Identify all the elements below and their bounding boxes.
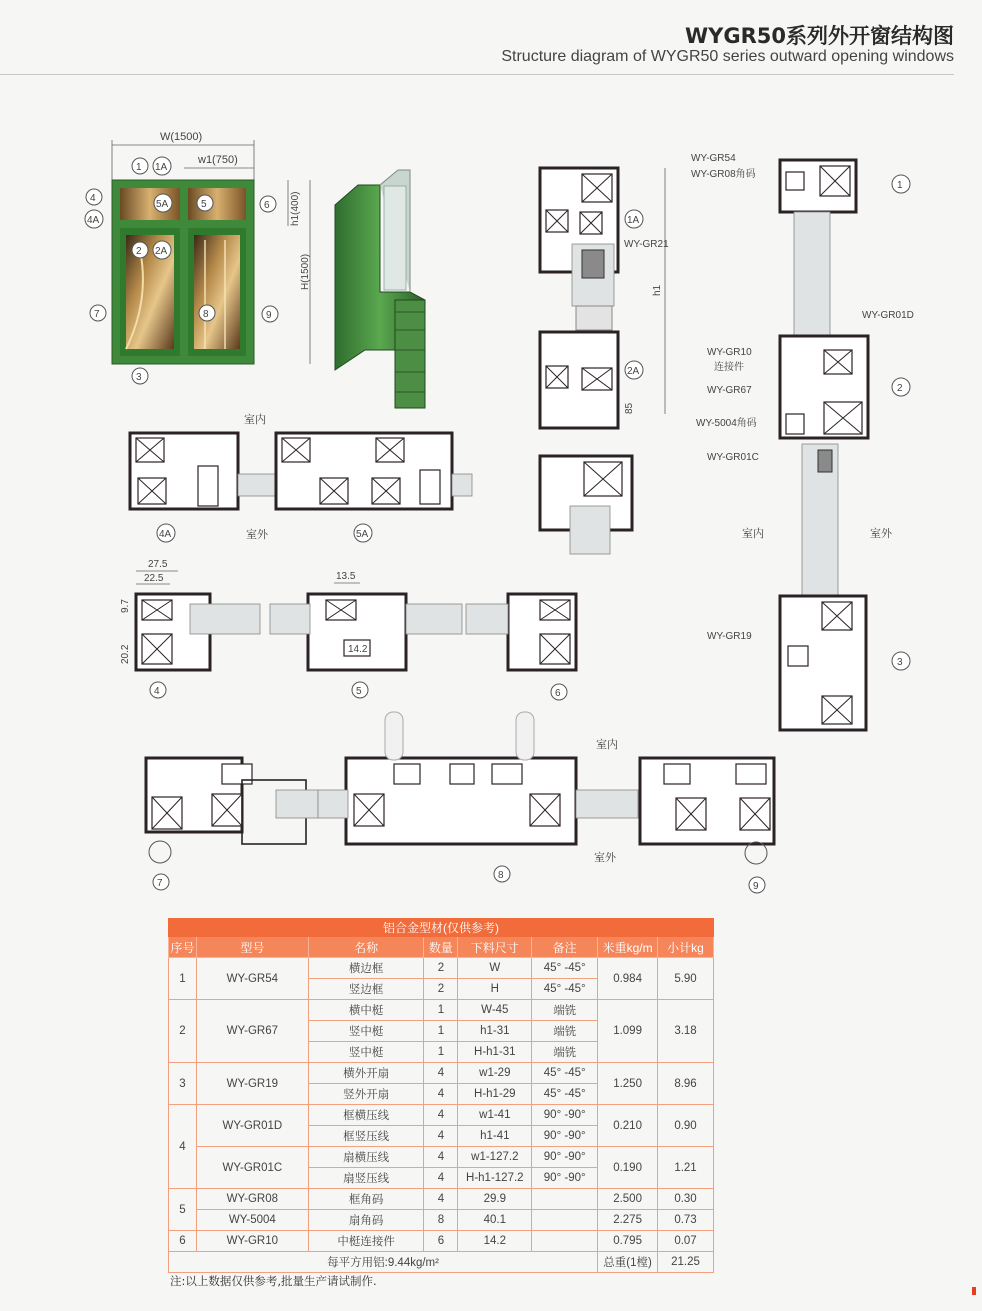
cell-size: H-h1-31 (458, 1042, 532, 1063)
cell-weight: 0.190 (598, 1147, 658, 1189)
height-dimension: H(1500) (300, 253, 311, 290)
svg-text:5A: 5A (156, 199, 169, 210)
vertical-h1-dimension: h1 (652, 284, 663, 296)
svg-text:4: 4 (90, 193, 96, 204)
cell-no: 2 (169, 1000, 197, 1063)
cell-model: WY-GR10 (196, 1231, 308, 1252)
section-7-8-9 (146, 712, 774, 893)
col-qty: 数量 (424, 937, 458, 958)
cell-name: 中梃连接件 (308, 1231, 424, 1252)
marker-2a: 2A (627, 366, 640, 377)
table-row (169, 1189, 714, 1210)
marker-5a: 5A (356, 529, 369, 540)
marker-4: 4 (154, 686, 160, 697)
marker-7: 7 (157, 878, 163, 889)
table-footer-usage: 每平方用铝:9.44kg/m² (169, 1252, 598, 1273)
cell-weight: 1.099 (598, 1000, 658, 1063)
spec-table (168, 918, 714, 1273)
col-note: 备注 (532, 937, 598, 958)
col-subtotal: 小计kg (658, 937, 714, 958)
page-subtitle: Structure diagram of WYGR50 series outward opening windows (501, 48, 954, 65)
cell-model: WY-GR01D (196, 1105, 308, 1147)
cell-note: 端铣 (532, 1000, 598, 1021)
cell-name: 竖中梃 (308, 1021, 424, 1042)
svg-text:9: 9 (266, 310, 272, 321)
cell-weight: 0.984 (598, 958, 658, 1000)
dim-9-7: 9.7 (120, 599, 131, 613)
cell-weight: 2.275 (598, 1210, 658, 1231)
svg-text:2A: 2A (155, 246, 168, 257)
cell-size: h1-41 (458, 1126, 532, 1147)
vertical-section-right (691, 153, 914, 730)
cell-name: 框角码 (308, 1189, 424, 1210)
cell-size: W (458, 958, 532, 979)
dim-13-5: 13.5 (336, 571, 356, 582)
table-body (169, 958, 714, 1252)
cell-note: 90° -90° (532, 1105, 598, 1126)
cell-size: w1-29 (458, 1063, 532, 1084)
cell-qty: 8 (424, 1210, 458, 1231)
label-wy-gr67: WY-GR67 (707, 385, 752, 396)
cell-name: 框竖压线 (308, 1126, 424, 1147)
cell-note: 45° -45° (532, 1063, 598, 1084)
label-wy-gr10: WY-GR10 (707, 347, 752, 358)
cell-model: WY-GR01C (196, 1147, 308, 1189)
svg-text:1A: 1A (155, 162, 168, 173)
svg-text:7: 7 (94, 309, 100, 320)
label-outdoor-4a5a: 室外 (246, 529, 268, 541)
marker-9: 9 (753, 881, 759, 892)
cell-name: 竖边框 (308, 979, 424, 1000)
cell-note (532, 1231, 598, 1252)
label-wy-gr21: WY-GR21 (624, 239, 669, 250)
cell-name: 扇竖压线 (308, 1168, 424, 1189)
w1-dimension: w1(750) (198, 154, 238, 166)
col-no: 序号 (169, 937, 197, 958)
cell-model: WY-GR08 (196, 1189, 308, 1210)
label-indoor-789: 室内 (596, 739, 618, 751)
label-indoor-right: 室内 (742, 528, 764, 540)
table-row (169, 1063, 714, 1084)
cell-weight: 0.795 (598, 1231, 658, 1252)
cell-size: 29.9 (458, 1189, 532, 1210)
cell-subtotal: 0.07 (658, 1231, 714, 1252)
section-4-5-6 (120, 559, 576, 700)
cell-subtotal: 0.30 (658, 1189, 714, 1210)
cell-no: 3 (169, 1063, 197, 1105)
cell-weight: 0.210 (598, 1105, 658, 1147)
cell-name: 横外开扇 (308, 1063, 424, 1084)
dimension-85: 85 (624, 402, 635, 414)
table-footer-total: 21.25 (658, 1252, 714, 1273)
cell-note: 45° -45° (532, 979, 598, 1000)
svg-text:1: 1 (136, 162, 142, 173)
cell-size: h1-31 (458, 1021, 532, 1042)
cell-name: 扇角码 (308, 1210, 424, 1231)
cell-qty: 4 (424, 1126, 458, 1147)
label-wy-5004: WY-5004角码 (696, 418, 757, 429)
corner-profile-3d (335, 170, 425, 408)
label-wy-gr08: WY-GR08角码 (691, 169, 756, 180)
cell-model: WY-GR19 (196, 1063, 308, 1105)
marker-6: 6 (555, 688, 561, 699)
cell-note: 90° -90° (532, 1168, 598, 1189)
table-caption: 铝合金型材(仅供参考) (169, 919, 714, 937)
cell-qty: 4 (424, 1063, 458, 1084)
table-row (169, 1000, 714, 1021)
cell-size: H (458, 979, 532, 1000)
cell-subtotal: 1.21 (658, 1147, 714, 1189)
dim-14-2: 14.2 (348, 644, 368, 655)
dim-27-5: 27.5 (148, 559, 168, 570)
footnote: 注:以上数据仅供参考,批量生产请试制作. (170, 1274, 377, 1288)
cell-name: 横中梃 (308, 1000, 424, 1021)
cell-note: 端铣 (532, 1021, 598, 1042)
label-indoor-4a5a: 室内 (244, 414, 266, 426)
page-title: WYGR50系列外开窗结构图 (684, 24, 954, 48)
svg-text:2: 2 (136, 246, 142, 257)
table-row (169, 1147, 714, 1168)
cell-subtotal: 8.96 (658, 1063, 714, 1105)
cell-size: H-h1-127.2 (458, 1168, 532, 1189)
cell-weight: 2.500 (598, 1189, 658, 1210)
marker-right-1: 1 (897, 180, 903, 191)
cell-qty: 2 (424, 958, 458, 979)
width-dimension: W(1500) (160, 131, 203, 143)
table-row (169, 1210, 714, 1231)
corner-accent (972, 1287, 976, 1295)
label-wy-gr01c: WY-GR01C (707, 452, 759, 463)
cell-qty: 4 (424, 1189, 458, 1210)
spec-table-wrapper (168, 918, 714, 1273)
svg-text:3: 3 (136, 372, 142, 383)
svg-text:5: 5 (201, 199, 207, 210)
cell-name: 横边框 (308, 958, 424, 979)
cell-size: 14.2 (458, 1231, 532, 1252)
h1-dimension: h1(400) (290, 191, 301, 226)
window-elevation (85, 131, 311, 384)
table-row (169, 1105, 714, 1126)
cell-no: 4 (169, 1105, 197, 1189)
cell-size: 40.1 (458, 1210, 532, 1231)
label-connector: 连接件 (714, 362, 744, 373)
svg-text:6: 6 (264, 200, 270, 211)
cell-qty: 6 (424, 1231, 458, 1252)
cell-name: 框横压线 (308, 1105, 424, 1126)
marker-8: 8 (498, 870, 504, 881)
cell-note: 90° -90° (532, 1147, 598, 1168)
cell-qty: 1 (424, 1000, 458, 1021)
cell-note: 端铣 (532, 1042, 598, 1063)
cell-no: 1 (169, 958, 197, 1000)
table-footer-total-label: 总重(1樘) (598, 1252, 658, 1273)
cell-subtotal: 0.73 (658, 1210, 714, 1231)
cell-weight: 1.250 (598, 1063, 658, 1105)
marker-1a: 1A (627, 215, 640, 226)
cell-qty: 4 (424, 1147, 458, 1168)
cell-qty: 1 (424, 1021, 458, 1042)
cell-qty: 4 (424, 1168, 458, 1189)
cell-size: w1-127.2 (458, 1147, 532, 1168)
col-name: 名称 (308, 937, 424, 958)
table-row (169, 1231, 714, 1252)
cell-subtotal: 0.90 (658, 1105, 714, 1147)
col-model: 型号 (196, 937, 308, 958)
vertical-section-center (540, 168, 669, 554)
dim-20-2: 20.2 (120, 644, 131, 664)
marker-4a: 4A (159, 529, 172, 540)
svg-text:8: 8 (203, 309, 209, 320)
label-outdoor-right: 室外 (870, 528, 892, 540)
cell-size: H-h1-29 (458, 1084, 532, 1105)
marker-right-2: 2 (897, 383, 903, 394)
cell-note (532, 1210, 598, 1231)
table-row (169, 958, 714, 979)
cell-name: 竖外开扇 (308, 1084, 424, 1105)
cell-note: 90° -90° (532, 1126, 598, 1147)
cell-qty: 4 (424, 1105, 458, 1126)
cell-name: 扇横压线 (308, 1147, 424, 1168)
cell-subtotal: 5.90 (658, 958, 714, 1000)
section-4a-5a (130, 412, 472, 542)
cell-name: 竖中梃 (308, 1042, 424, 1063)
cell-qty: 2 (424, 979, 458, 1000)
cell-qty: 1 (424, 1042, 458, 1063)
marker-5: 5 (356, 686, 362, 697)
cell-qty: 4 (424, 1084, 458, 1105)
label-wy-gr19: WY-GR19 (707, 631, 752, 642)
col-size: 下料尺寸 (458, 937, 532, 958)
cell-model: WY-5004 (196, 1210, 308, 1231)
cell-model: WY-GR54 (196, 958, 308, 1000)
cell-note: 45° -45° (532, 958, 598, 979)
cell-size: W-45 (458, 1000, 532, 1021)
cell-note: 45° -45° (532, 1084, 598, 1105)
label-wy-gr54: WY-GR54 (691, 153, 736, 164)
cell-no: 5 (169, 1189, 197, 1231)
label-outdoor-789: 室外 (594, 852, 616, 864)
col-weight: 米重kg/m (598, 937, 658, 958)
cell-size: w1-41 (458, 1105, 532, 1126)
label-wy-gr01d: WY-GR01D (862, 310, 914, 321)
cell-subtotal: 3.18 (658, 1000, 714, 1063)
cell-no: 6 (169, 1231, 197, 1252)
cell-note (532, 1189, 598, 1210)
cell-model: WY-GR67 (196, 1000, 308, 1063)
svg-text:4A: 4A (87, 215, 100, 226)
marker-right-3: 3 (897, 657, 903, 668)
dim-22-5: 22.5 (144, 573, 164, 584)
